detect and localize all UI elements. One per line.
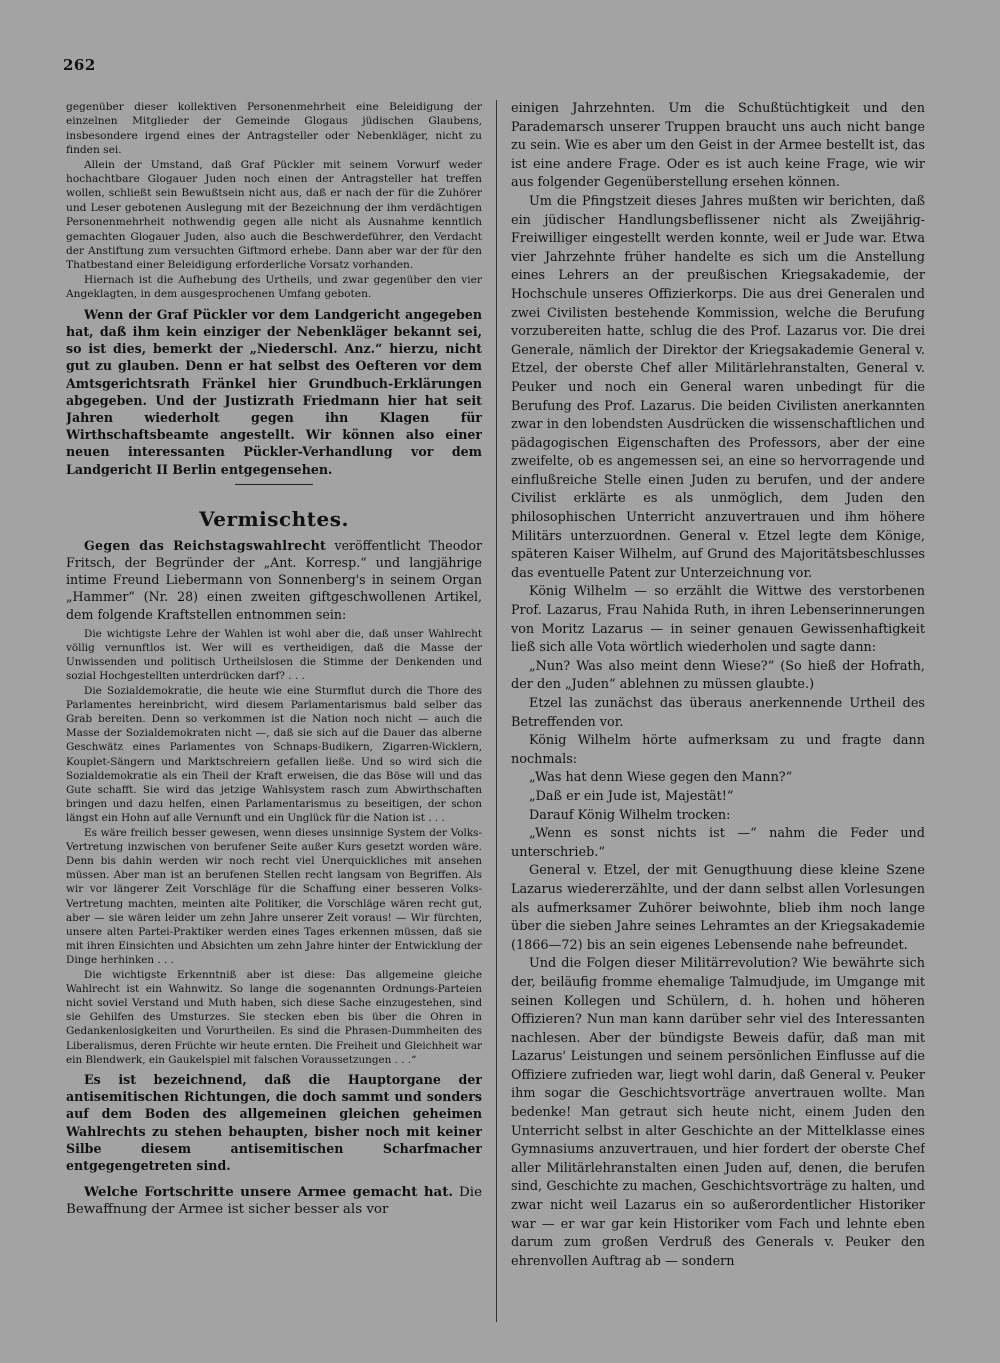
dialogue-line-2: „Daß er ein Jude ist, Majestät!“: [529, 788, 734, 804]
paragraph-etzel-reads: Etzel las zunächst das überaus anerkennende Urtheil des Betreffenden vor.: [511, 696, 925, 730]
paragraph-armee-continued: einigen Jahrzehnten. Um die Schußtüchtigkeit und den Parademarsch unserer Truppen braucht uns auch nicht bange zu sein. Wie es aber um den Geist in der Armee bestellt ist, das ist eine andere Frage. Oder es ist auch keine Frage, wie wir aus folgender Gegenüberstellung ersehen können.: [511, 101, 925, 191]
paragraph-wiese-question: „Nun? Was also meint denn Wiese?“ (So hieß der Hofrath, der den „Juden“ ablehnen zu müssen glaubte.): [511, 658, 925, 693]
quote-paragraph-3: Es wäre freilich besser gewesen, wenn dieses unsinnige System der Volks-Vertretung inzwischen von berufener Seite außer Kurs gesetzt worden wäre. Denn bis dahin werden wir noch recht viel Unerquickliches mit ansehen müssen. Aber man ist an berufenen Stellen recht langsam von Begriffen. Als wir vor längerer Zeit Vorschläge für die Schaffung einer besseren Volks-Vertretung machten, meinten alte Politiker, die Vorschläge wären recht gut, aber — sie wären leider um zehn Jahre unserer Zeit voraus! — Wir fürchten, unsere alten Partei-Praktiker werden eines Tages erkennen müssen, daß sie mit ihren Einsichten und Absichten um zehn Jahre hinter der Entwicklung der Dinge herhinken . . .: [66, 826, 482, 967]
right-column: [511, 100, 925, 1325]
column-divider: [496, 100, 497, 1322]
paragraph-antisemitic-organs: Es ist bezeichnend, daß die Hauptorgane der antisemitischen Richtungen, die doch sammt und sonders auf dem Boden des allgemeinen gleichen geheimen Wahlrechts zu stehen behaupten, bisher noch mit keiner Silbe diesem antisemitischen Scharfmacher entgegengetreten sind.: [66, 1072, 482, 1174]
dialogue-line-4: „Wenn es sonst nichts ist —“ nahm die Feder und unterschrieb.“: [511, 826, 925, 860]
paragraph-verdict-annulled: Hiernach ist die Aufhebung des Urtheils, und zwar gegenüber den vier Angeklagten, in dem ausgesprochenen Umfang geboten.: [66, 273, 482, 301]
paragraph-armee-start: Die Bewaffnung der Armee ist sicher besser als vor: [66, 1185, 482, 1218]
quote-paragraph-4: Die wichtigste Erkenntniß aber ist diese: Das allgemeine gleiche Wahlrecht ist ein Wahnwitz. So lange die sogenannten Ordnungs-Parteien nicht soviel Verstand und Muth haben, sich diese Sache einzugestehen, sind sie Gehilfen des Umsturzes. Sie stecken eben bis über die Ohren in Gedankenlosigkeiten und Vorurtheilen. Es sind die Phrasen-Dummheiten des Liberalismus, deren Früchte wir heute ernten. Die Freiheit und Gleichheit war ein Blendwerk, ein Gaukelspiel mit falschen Voraussetzungen . . .“: [66, 968, 482, 1066]
paragraph-militaerrevolution: Und die Folgen dieser Militärrevolution? Wie bewährte sich der, beiläufig fromme ehemalige Talmudjude, im Umgange mit seinen Kollegen und Schülern, d. h. hohen und höheren Offizieren? Nun man kann darüber sehr viel des Interessanten nachlesen. Aber der bündigste Beweis dafür, daß man mit Lazarus' Leistungen und seinem persönlichen Einflusse auf die Offiziere zufrieden war, liegt wohl darin, daß General v. Peuker ihm sogar die Geschichtsvorträge anvertrauen wollte. Man bedenke! Man getraut sich heute nicht, einem Juden den Unterricht selbst in alter Geschichte an der Mittelklasse eines Gymnasiums anzuvertrauen, und hier fordert der oberste Chef aller Militärlehranstalten einen Juden auf, denen, die berufen sind, Geschichte zu machen, Geschichtsvorträge zu halten, und zwar nicht weil Lazarus ein so außerordentlicher Historiker war — er war gar kein Historiker vom Fach und lehnte eben darum zum großen Verdruß des Generals v. Peuker den ehrenvollen Auftrag ab — sondern: [511, 956, 925, 1269]
paragraph-koenig-wilhelm: König Wilhelm — so erzählt die Wittwe des verstorbenen Prof. Lazarus, Frau Nahida Ruth, in ihren Lebenserinnerungen von Moritz Lazarus — in seiner genauen Gewissenhaftigkeit ließ sich alle Vota wörtlich wiederholen und sagte dann:: [511, 584, 925, 656]
paragraph-pfingstzeit: Um die Pfingstzeit dieses Jahres mußten wir berichten, daß ein jüdischer Handlungsbeflissener nicht als Zweijährig-Freiwilliger eingestellt werden konnte, weil er Jude war. Etwa vier Jahrzehnte früher handelte es sich um die Anstellung eines Lehrers an der preußischen Kriegsakademie, der Hochschule unseres Offizierkorps. Die aus drei Generalen und zwei Civilisten bestehende Kommission, welche die Berufung vorzubereiten hatte, schlug die des Prof. Lazarus vor. Die drei Generale, nämlich der Direktor der Kriegsakademie General v. Etzel, der oberste Chef aller Militärlehranstalten, General v. Peuker und noch ein General waren unbedingt für die Berufung des Prof. Lazarus. Die beiden Civilisten anerkannten zwar in den lobendsten Ausdrücken die wissenschaftlichen und pädagogischen Eigenschaften des Professors, aber der eine zweifelte, ob es angemessen sei, an eine so hervorragende und einflußreiche Stelle einen Juden zu berufen, und der andere Civilist erklärte es als unmöglich, dem Juden den philosophischen Unterricht anzuvertrauen und ihm höhere Militärs unterzuordnen. General v. Etzel legte dem Könige, späteren Kaiser Wilhelm, auf Grund des Majoritätsbeschlusses das eventuelle Patent zur Unterzeichnung vor.: [511, 193, 925, 581]
paragraph-koenig-asks: König Wilhelm hörte aufmerksam zu und fragte dann nochmals:: [511, 733, 925, 767]
lead-reichstagswahlrecht: Gegen das Reichstagswahlrecht: [84, 537, 327, 553]
quote-paragraph-2: Die Sozialdemokratie, die heute wie eine Sturmflut durch die Thore des Parlamentes hereinbricht, wird diesem Parlamentarismus bald selber das Grab bereiten. Denn so verkommen ist die Nation noch nicht — auch die Masse der Sozialdemokraten nicht —, daß sie sich auf die Dauer das alberne Geschwätz eines Parlamentes von Schnaps-Budikern, Zigarren-Wicklern, Kouplet-Sängern und Marktschreiern gefallen ließe. Und so wird sich die Sozialdemokratie als ein Theil der Kraft erweisen, die das Böse will und das Gute schafft. Sie wird das jetzige Wahlsystem rasch zum Abwirthschaften bringen und dazu helfen, einen Parlamentarismus zu beseitigen, der schon längst ein Hohn auf alle Vernunft und ein Unglück für die Nation ist . . .: [66, 684, 482, 825]
paragraph-general-etzel: General v. Etzel, der mit Genugthuung diese kleine Szene Lazarus wiedererzählte, und der dann selbst allen Vorlesungen als aufmerksamer Zuhörer beiwohnte, blieb ihm noch lange über die sieben Jahre seines Lehramtes an der Kriegsakademie (1866—72) bis an sein eigenes Lebensende nahe befreundet.: [511, 863, 925, 953]
paragraph-reichstagswahlrecht-body: veröffentlicht Theodor Fritsch, der Begründer der „Ant. Korresp.“ und langjährige intime Freund Liebermann von Sonnenberg's in seinem Organ „Hammer“ (Nr. 28) einen zweiten giftgeschwollenen Artikel, dem folgende Kraftstellen entnommen sein:: [66, 537, 482, 622]
left-column: [66, 100, 482, 1325]
quote-paragraph-1: Die wichtigste Lehre der Wahlen ist wohl aber die, daß unser Wahlrecht völlig vernunftlos ist. Wer will es vertheidigen, daß die Masse der Unwissenden und politisch Urtheilslosen die Stimme der Denkenden und sozial Hochgestellten unterdrücken darf? . . .: [66, 627, 482, 683]
page-number: 262: [63, 56, 96, 74]
dialogue-line-3: Darauf König Wilhelm trocken:: [529, 807, 731, 823]
paragraph-court-ruling: gegenüber dieser kollektiven Personenmehrheit eine Beleidigung der einzelnen Mitglieder der Gemeinde Glogaus jüdischen Glaubens, insbesondere irgend eines der Antragsteller oder Nebenkläger, nicht zu finden sei.: [66, 101, 482, 157]
paragraph-intent: Allein der Umstand, daß Graf Pückler mit seinem Vorwurf weder hochachtbare Glogauer Juden noch einen der Antragsteller hat treffen wollen, schließt sein Bewußtsein nicht aus, daß er nach der für die Zuhörer und Leser gebotenen Auslegung mit der Bezeichnung der ihm verdächtigen Personenmehrheit nothwendig gegen alle nicht als Ausnahme kenntlich gemachten Glogauer Juden, also auch die Beschwerdeführer, den Verdacht der Anstiftung zum versuchten Giftmord erhebe. Dann aber war der für den Thatbestand einer Beleidigung erforderliche Vorsatz vorhanden.: [66, 158, 482, 272]
dialogue-line-1: „Was hat denn Wiese gegen den Mann?“: [529, 770, 793, 786]
subheading-armee: Welche Fortschritte unsere Armee gemacht hat.: [84, 1184, 454, 1201]
paragraph-pueckler-claims: Wenn der Graf Pückler vor dem Landgericht angegeben hat, daß ihm kein einziger der Nebenkläger bekannt sei, so ist dies, bemerkt der „Niederschl. Anz.“ hierzu, nicht gut zu glauben. Denn er hat selbst des Oefteren vor dem Amtsgerichtsrath Fränkel hier Grundbuch-Erklärungen abgegeben. Und der Justizrath Friedmann hier hat seit Jahren wiederholt gegen ihn Klagen für Wirthschaftsbeamte angestellt. Wir können also einer neuen interessanten Pückler-Verhandlung vor dem Landgericht II Berlin entgegensehen.: [66, 306, 482, 477]
paragraph-armee-fortschritte: [66, 1184, 482, 1218]
section-divider: [235, 484, 313, 485]
paragraph-reichstagswahlrecht: [66, 537, 482, 623]
section-heading-vermischtes: Vermischtes.: [199, 506, 349, 531]
